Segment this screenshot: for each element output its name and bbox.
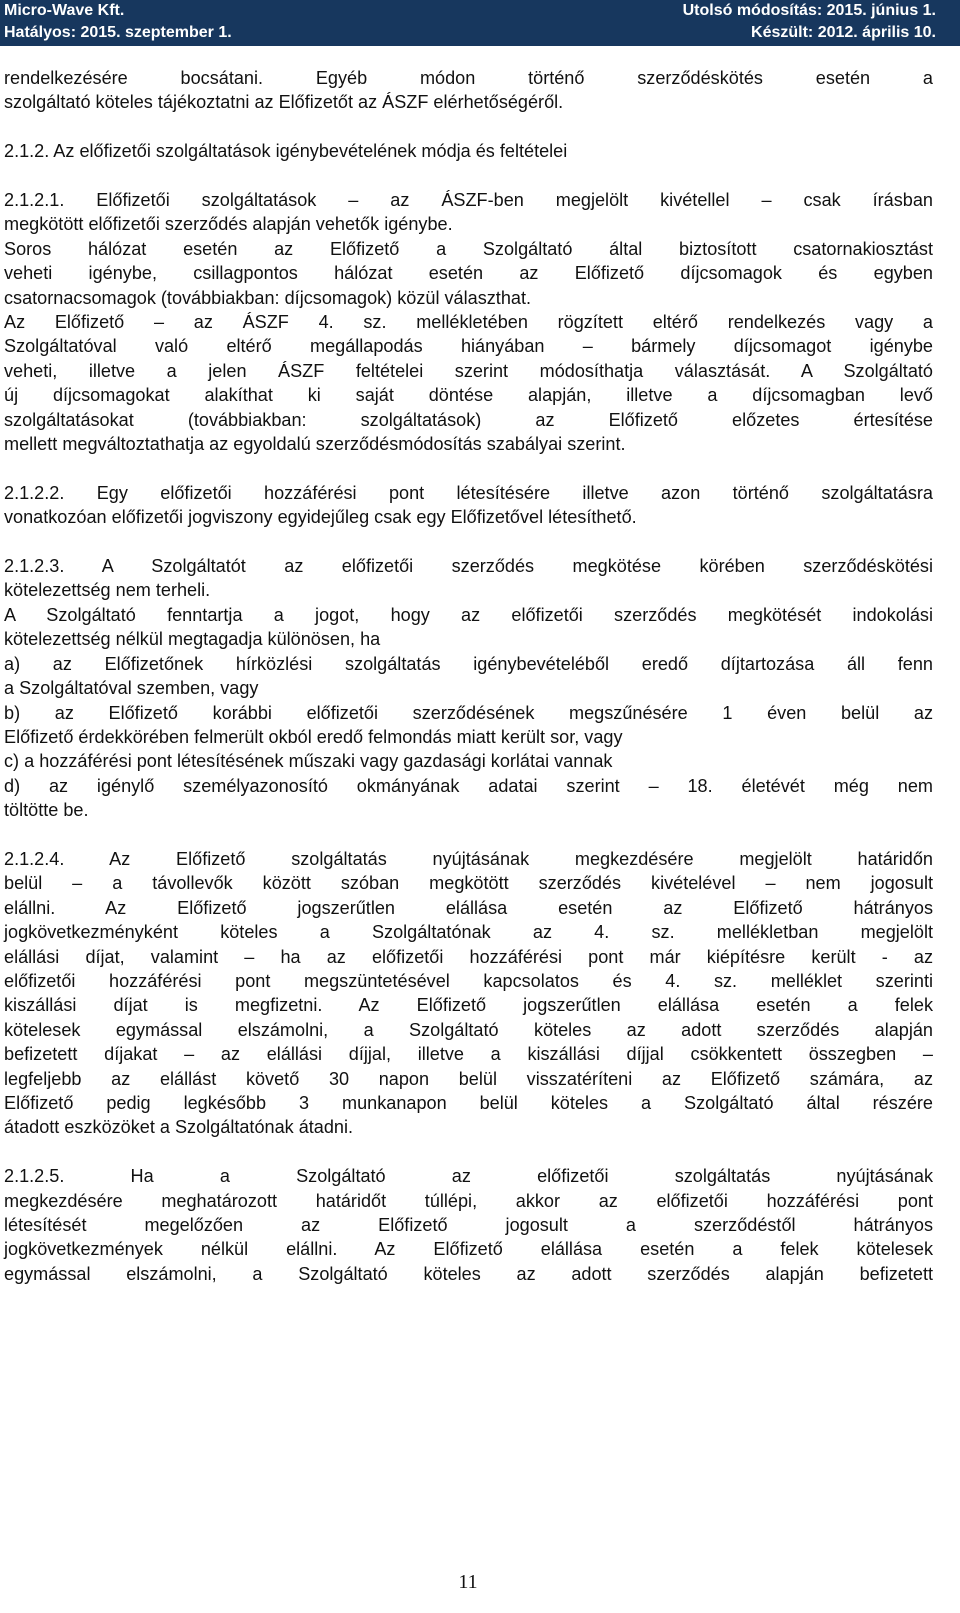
- text-line: befizetett díjakat – az elállási díjjal, illetve a kiszállási díjjal csökkentett összegben –: [4, 1044, 933, 1065]
- company-name: Micro-Wave Kft.: [4, 2, 125, 19]
- text-line: Előfizető érdekkörében felmerült okból eredő felmondás miatt került sor, vagy: [4, 726, 623, 747]
- effective-date: Hatályos: 2015. szeptember 1.: [4, 24, 232, 41]
- text-line: c) a hozzáférési pont létesítésének műszaki vagy gazdasági korlátai vannak: [4, 751, 613, 772]
- text-line: belül – a távollevők között szóban megkötött szerződés kivételével – nem jogosult: [4, 873, 933, 894]
- text-line: töltötte be.: [4, 800, 89, 821]
- text-line: 2.1.2.2. Egy előfizetői hozzáférési pont létesítésére illetve azon történő szolgáltatásra: [4, 482, 933, 503]
- paragraph-spacer: [4, 530, 933, 554]
- text-line: egymással elszámolni, a Szolgáltató köteles az adott szerződés alapján befizetett: [4, 1263, 933, 1284]
- paragraph-spacer: [4, 115, 933, 139]
- text-line: 2.1.2. Az előfizetői szolgáltatások igénybevételének módja és feltételei: [4, 141, 568, 162]
- text-line: átadott eszközöket a Szolgáltatónak átadni.: [4, 1117, 354, 1138]
- text-line: mellett megváltoztathatja az egyoldalú szerződésmódosítás szabályai szerint.: [4, 434, 626, 455]
- text-line: rendelkezésére bocsátani. Egyéb módon történő szerződéskötés esetén a: [4, 68, 933, 88]
- text-line: elállási díjat, valamint – ha az előfizetői hozzáférési pont már kiépítésre került - az: [4, 946, 933, 967]
- text-line: 2.1.2.1. Előfizetői szolgáltatások – az ÁSZF-ben megjelölt kivétellel – csak írásban: [4, 190, 933, 210]
- text-line: szolgáltató köteles tájékoztatni az Előfizetőt az ÁSZF elérhetőségéről.: [4, 92, 564, 113]
- text-line: 2.1.2.4. Az Előfizető szolgáltatás nyújtásának megkezdésére megjelölt határidőn: [4, 848, 933, 869]
- paragraph-spacer: [4, 1140, 933, 1164]
- paragraph-spacer: [4, 164, 933, 188]
- text-line: kiszállási díjat is megfizetni. Az Előfizető jogszerűtlen elállása esetén a felek: [4, 995, 933, 1016]
- text-line: Szolgáltatóval való eltérő megállapodás hiányában – bármely díjcsomagot igénybe: [4, 336, 933, 357]
- text-line: kötelesek egymással elszámolni, a Szolgáltató köteles az adott szerződés alapján: [4, 1019, 933, 1040]
- text-line: Soros hálózat esetén az Előfizető a Szolgáltató által biztosított csatornakiosztást: [4, 238, 933, 259]
- text-line: megkezdésére meghatározott határidőt túllépi, akkor az előfizetői hozzáférési pont: [4, 1190, 933, 1211]
- document-body: [4, 66, 933, 1286]
- text-line: Előfizető pedig legkésőbb 3 munkanapon belül köteles a Szolgáltató által részére: [4, 1092, 933, 1113]
- text-line: szolgáltatásokat (továbbiakban: szolgáltatások) az Előfizető előzetes értesítése: [4, 409, 933, 430]
- text-line: létesítését megelőzően az Előfizető jogosult a szerződéstől hátrányos: [4, 1215, 933, 1235]
- text-line: legfeljebb az elállást követő 30 napon belül visszatéríteni az Előfizető számára, az: [4, 1068, 933, 1089]
- page-number: 11: [458, 1571, 478, 1593]
- text-line: előfizetői hozzáférési pont megszüntetésével kapcsolatos és 4. sz. melléklet szerinti: [4, 970, 933, 991]
- text-line: 2.1.2.3. A Szolgáltatót az előfizetői szerződés megkötése körében szerződéskötési: [4, 556, 933, 577]
- text-line: elállni. Az Előfizető jogszerűtlen elállása esetén az Előfizető hátrányos: [4, 897, 933, 918]
- text-line: jogkövetkezményként köteles a Szolgáltatónak az 4. sz. mellékletban megjelölt: [4, 922, 933, 943]
- text-line: b) az Előfizető korábbi előfizetői szerződésének megszűnésére 1 éven belül az: [4, 702, 933, 723]
- paragraph-spacer: [4, 823, 933, 847]
- last-modified-date: Utolsó módosítás: 2015. június 1.: [682, 2, 936, 19]
- header-row-top: [0, 0, 936, 22]
- text-line: 2.1.2.5. Ha a Szolgáltató az előfizetői szolgáltatás nyújtásának: [4, 1166, 933, 1187]
- text-line: megkötött előfizetői szerződés alapján vehetők igénybe.: [4, 214, 453, 235]
- text-line: jogkövetkezmények nélkül elállni. Az Előfizető elállása esetén a felek kötelesek: [4, 1239, 933, 1260]
- text-line: veheti, illetve a jelen ÁSZF feltételei szerint módosíthatja választását. A Szolgáltató: [4, 360, 933, 381]
- text-line: A Szolgáltató fenntartja a jogot, hogy az előfizetői szerződés megkötését indokolási: [4, 604, 933, 625]
- page-header: [0, 0, 960, 46]
- text-line: d) az igénylő személyazonosító okmányának adatai szerint – 18. életévét még nem: [4, 775, 933, 796]
- text-line: veheti igénybe, csillagpontos hálózat esetén az Előfizető díjcsomagok és egyben: [4, 263, 933, 284]
- text-line: vonatkozóan előfizetői jogviszony egyidejűleg csak egy Előfizetővel létesíthető.: [4, 507, 637, 528]
- paragraph-spacer: [4, 456, 933, 480]
- created-date: Készült: 2012. április 10.: [751, 24, 936, 41]
- text-line: új díjcsomagokat alakíthat ki saját döntése alapján, illetve a díjcsomagban levő: [4, 385, 933, 406]
- text-line: kötelezettség nélkül megtagadja különösen, ha: [4, 629, 381, 650]
- header-row-bottom: [0, 22, 936, 44]
- text-line: kötelezettség nem terheli.: [4, 580, 211, 601]
- text-line: a) az Előfizetőnek hírközlési szolgáltatás igénybevételéből eredő díjtartozása áll fenn: [4, 653, 933, 674]
- text-line: a Szolgáltatóval szemben, vagy: [4, 678, 259, 699]
- text-line: csatornacsomagok (továbbiakban: díjcsomagok) közül választhat.: [4, 287, 531, 308]
- text-line: Az Előfizető – az ÁSZF 4. sz. mellékletében rögzített eltérő rendelkezés vagy a: [4, 312, 933, 333]
